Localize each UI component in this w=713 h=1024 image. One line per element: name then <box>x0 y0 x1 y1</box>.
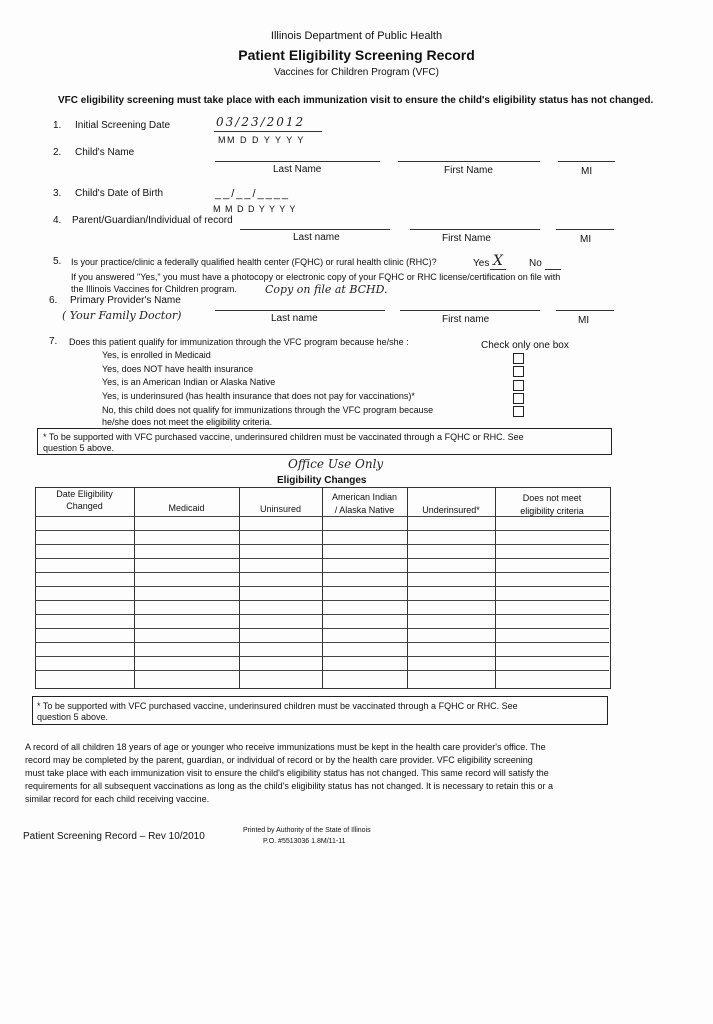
option-not-qualify-cont: he/she does not meet the eligibility criteria. <box>102 417 273 427</box>
q4-first-caption: First Name <box>442 233 491 244</box>
parent-mi-field[interactable] <box>556 229 614 230</box>
checkbox-not-qualify[interactable] <box>513 406 524 417</box>
q6-last-caption: Last name <box>271 313 318 324</box>
provider-first-name-field[interactable] <box>400 310 540 311</box>
po-number: P.O. #5513036 1.8M/11-11 <box>263 838 346 845</box>
q1-date-value[interactable]: 03/23/2012 <box>216 115 306 129</box>
q2-number: 2. <box>53 147 62 158</box>
instruction-text: VFC eligibility screening must take place with each immunization visit to ensure the child's eligibility status has not changed. <box>58 95 654 106</box>
q6-mi-caption: MI <box>578 315 590 326</box>
q2-last-caption: Last Name <box>273 164 322 175</box>
q5-yes-label: Yes <box>473 258 490 269</box>
table-row[interactable] <box>35 516 609 517</box>
q6-first-caption: First name <box>442 314 490 325</box>
table-title: Eligibility Changes <box>277 475 367 486</box>
q6-label: Primary Provider's Name <box>70 295 181 306</box>
provider-mi-field[interactable] <box>556 310 614 311</box>
form-id: Patient Screening Record – Rev 10/2010 <box>23 831 205 842</box>
table-row[interactable] <box>35 586 609 587</box>
option-american-indian: Yes, is an American Indian or Alaska Native <box>102 377 276 387</box>
q3-date-format: M M D D Y Y Y Y <box>213 204 297 214</box>
dob-field[interactable]: __/__/____ <box>215 188 291 200</box>
footer-para-line2: record may be completed by the parent, guardian, or individual of record or by the health care provider. VFC eligibility screening <box>25 755 533 765</box>
table-row[interactable] <box>35 572 609 573</box>
col-date-header-1: Date Eligibility <box>56 489 113 499</box>
option-no-insurance: Yes, does NOT have health insurance <box>102 364 254 374</box>
footer-para-line3: must take place with each immunization visit to ensure the child's eligibility status has not changed. This same record will satisfy the <box>25 768 549 778</box>
q4-mi-caption: MI <box>580 234 592 245</box>
col-ai-header-1: American Indian <box>331 492 398 502</box>
agency-name: Illinois Department of Public Health <box>270 30 443 42</box>
col-ai-header-2: / Alaska Native <box>334 505 395 515</box>
q5-no-field[interactable] <box>545 269 561 270</box>
q4-last-caption: Last name <box>293 232 340 243</box>
checkbox-no-insurance[interactable] <box>513 366 524 377</box>
note1-line1: * To be supported with VFC purchased vaccine, underinsured children must be vaccinated through a FQHC or RHC. See <box>43 432 524 442</box>
parent-first-name-field[interactable] <box>410 229 540 230</box>
table-row[interactable] <box>35 544 609 545</box>
q5-yes-mark[interactable]: X <box>493 253 503 269</box>
q5-question: Is your practice/clinic a federally qualified health center (FQHC) or rural health clinic (RHC)? <box>71 257 437 267</box>
table-row[interactable] <box>35 558 609 559</box>
check-header: Check only one box <box>481 340 569 351</box>
q4-number: 4. <box>53 215 62 226</box>
checkbox-american-indian[interactable] <box>513 380 524 391</box>
child-first-name-field[interactable] <box>398 161 540 162</box>
col-date-header-2: Changed <box>66 501 103 511</box>
table-row[interactable] <box>35 530 609 531</box>
q2-first-caption: First Name <box>444 165 493 176</box>
q5-handwritten-note: Copy on file at BCHD. <box>265 283 388 296</box>
table-row[interactable] <box>35 656 609 657</box>
printed-by: Printed by Authority of the State of Illinois <box>243 827 371 834</box>
checkbox-medicaid[interactable] <box>513 353 524 364</box>
q1-label: Initial Screening Date <box>75 120 171 131</box>
table-row[interactable] <box>35 628 609 629</box>
child-mi-field[interactable] <box>558 161 615 162</box>
q6-number: 6. <box>49 295 58 306</box>
office-use-only: Office Use Only <box>288 457 384 471</box>
col-notmeet-header-1: Does not meet <box>522 493 582 503</box>
q6-handwritten: ( Your Family Doctor) <box>62 309 182 322</box>
q1-date-format: MM D D Y Y Y Y <box>218 135 305 145</box>
parent-last-name-field[interactable] <box>240 229 390 230</box>
q2-label: Child's Name <box>75 147 135 158</box>
note2-line1: * To be supported with VFC purchased vaccine, underinsured children must be vaccinated through a FQHC or RHC. See <box>37 701 518 711</box>
col-notmeet-header-2: eligibility criteria <box>520 506 584 516</box>
table-row[interactable] <box>35 642 609 643</box>
table-row[interactable] <box>35 670 609 671</box>
q4-label: Parent/Guardian/Individual of record <box>72 215 233 226</box>
footer-para-line4: requirements for all subsequent vaccinations as long as the child's eligibility status has not changed. It is necessary to retain this or a <box>25 781 554 791</box>
child-last-name-field[interactable] <box>215 161 380 162</box>
table-row[interactable] <box>35 600 609 601</box>
q7-question: Does this patient qualify for immunization through the VFC program because he/she : <box>69 337 409 347</box>
q2-mi-caption: MI <box>581 166 593 177</box>
q7-number: 7. <box>49 336 58 347</box>
note2-line2: question 5 above. <box>37 712 109 722</box>
eligibility-table <box>35 487 611 689</box>
note1-line2: question 5 above. <box>43 443 115 453</box>
col-underinsured-header: Underinsured* <box>422 505 480 515</box>
checkbox-underinsured[interactable] <box>513 393 524 404</box>
q5-no-label: No <box>529 258 542 269</box>
footer-para-line1: A record of all children 18 years of age or younger who receive immunizations must be kept in the health care provider's office. The <box>25 742 546 752</box>
page-title: Patient Eligibility Screening Record <box>238 47 475 63</box>
page-subtitle: Vaccines for Children Program (VFC) <box>274 67 439 78</box>
provider-last-name-field[interactable] <box>215 310 385 311</box>
option-not-qualify: No, this child does not qualify for immunizations through the VFC program because <box>102 405 434 415</box>
q5-note-line1: If you answered "Yes," you must have a photocopy or electronic copy of your FQHC or RHC license/certification on file with <box>71 272 561 282</box>
col-uninsured-header: Uninsured <box>259 504 302 514</box>
col-medicaid-header: Medicaid <box>168 503 205 513</box>
q3-label: Child's Date of Birth <box>75 188 164 199</box>
q3-number: 3. <box>53 188 62 199</box>
footer-para-line5: similar record for each child receiving vaccine. <box>25 794 210 804</box>
q5-number: 5. <box>53 256 62 267</box>
table-row[interactable] <box>35 614 609 615</box>
q1-number: 1. <box>53 120 62 131</box>
q5-note-line2: the Illinois Vaccines for Children program. <box>71 284 237 294</box>
option-underinsured: Yes, is underinsured (has health insurance that does not pay for vaccinations)* <box>102 391 415 401</box>
option-medicaid: Yes, is enrolled in Medicaid <box>102 350 211 360</box>
